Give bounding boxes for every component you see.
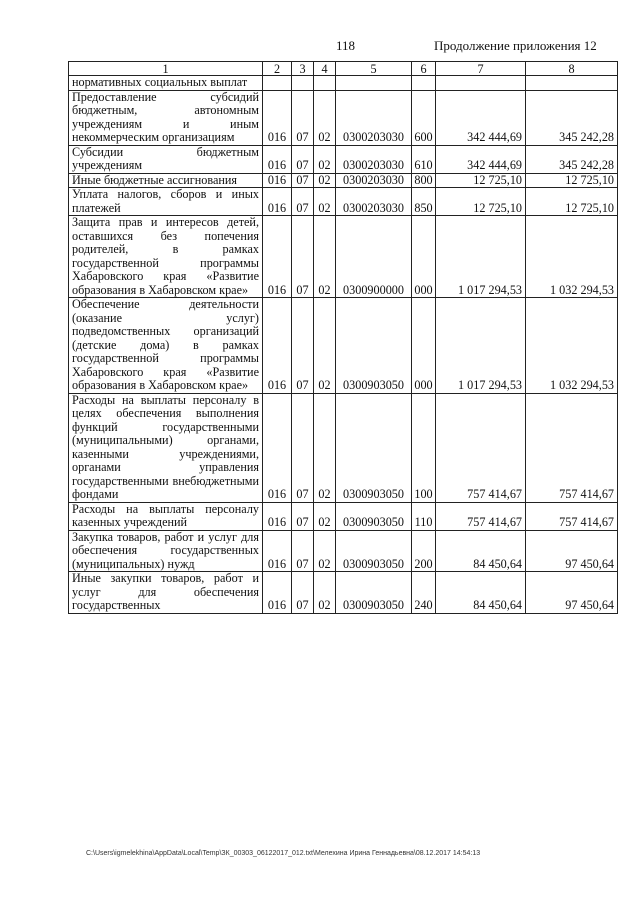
row-value-cell: 016 <box>263 90 292 145</box>
row-name-cell: нормативных социальных выплат <box>69 76 263 91</box>
table-row <box>69 216 618 298</box>
table-row <box>69 502 618 530</box>
column-header: 6 <box>412 62 436 76</box>
row-value-cell: 0300903050 <box>336 502 412 530</box>
row-value-cell: 342 444,69 <box>436 145 526 173</box>
column-number-row <box>69 62 618 76</box>
row-value-cell: 02 <box>314 90 336 145</box>
row-value-cell: 016 <box>263 145 292 173</box>
row-value-cell: 100 <box>412 393 436 502</box>
row-value-cell: 07 <box>292 530 314 572</box>
row-name-cell: Предоставление субсидий бюджетным, автономным учреждениям и иным некоммерческим организациям <box>69 90 263 145</box>
row-value-cell: 02 <box>314 530 336 572</box>
row-value-cell: 0300903050 <box>336 572 412 614</box>
row-value-cell: 757 414,67 <box>436 502 526 530</box>
row-value-cell: 000 <box>412 298 436 394</box>
row-value-cell <box>526 76 618 91</box>
row-value-cell: 07 <box>292 298 314 394</box>
row-value-cell: 1 017 294,53 <box>436 298 526 394</box>
row-value-cell <box>263 76 292 91</box>
appendix-continuation-label: Продолжение приложения 12 <box>434 38 597 53</box>
row-name-cell: Закупка товаров, работ и услуг для обеспечения государственных (муниципальных) нужд <box>69 530 263 572</box>
row-value-cell: 016 <box>263 173 292 188</box>
row-value-cell: 757 414,67 <box>436 393 526 502</box>
row-value-cell: 02 <box>314 145 336 173</box>
column-header: 5 <box>336 62 412 76</box>
page-number: 118 <box>336 38 356 53</box>
table-row <box>69 145 618 173</box>
table-row <box>69 298 618 394</box>
row-value-cell <box>314 76 336 91</box>
row-value-cell: 016 <box>263 393 292 502</box>
row-value-cell: 850 <box>412 188 436 216</box>
row-value-cell: 757 414,67 <box>526 502 618 530</box>
row-value-cell: 07 <box>292 173 314 188</box>
row-value-cell <box>412 76 436 91</box>
row-value-cell <box>292 76 314 91</box>
table-row <box>69 530 618 572</box>
row-value-cell: 0300903050 <box>336 298 412 394</box>
row-value-cell: 1 032 294,53 <box>526 216 618 298</box>
column-header: 8 <box>526 62 618 76</box>
row-name-cell: Защита прав и интересов детей, оставшихся без попечения родителей, в рамках государственной программы Хабаровского края «Развитие образования в Хабаровском крае» <box>69 216 263 298</box>
row-value-cell: 97 450,64 <box>526 572 618 614</box>
row-value-cell: 345 242,28 <box>526 90 618 145</box>
row-value-cell: 016 <box>263 188 292 216</box>
row-value-cell: 02 <box>314 298 336 394</box>
row-value-cell: 12 725,10 <box>436 188 526 216</box>
row-value-cell: 000 <box>412 216 436 298</box>
row-value-cell: 02 <box>314 188 336 216</box>
row-name-cell: Расходы на выплаты персоналу в целях обеспечения выполнения функций государственными (муниципальными) органами, казенными учреждениями, органами управления государственными внебюджетными фондами <box>69 393 263 502</box>
row-value-cell: 757 414,67 <box>526 393 618 502</box>
row-value-cell: 07 <box>292 393 314 502</box>
row-value-cell: 600 <box>412 90 436 145</box>
row-value-cell: 02 <box>314 572 336 614</box>
row-value-cell: 07 <box>292 572 314 614</box>
row-value-cell: 016 <box>263 502 292 530</box>
row-name-cell: Субсидии бюджетным учреждениям <box>69 145 263 173</box>
row-value-cell: 07 <box>292 145 314 173</box>
row-value-cell: 610 <box>412 145 436 173</box>
row-name-cell: Уплата налогов, сборов и иных платежей <box>69 188 263 216</box>
row-value-cell: 016 <box>263 298 292 394</box>
row-value-cell <box>436 76 526 91</box>
table-row <box>69 188 618 216</box>
column-header: 3 <box>292 62 314 76</box>
column-header: 1 <box>69 62 263 76</box>
row-value-cell: 0300203030 <box>336 173 412 188</box>
row-value-cell: 07 <box>292 188 314 216</box>
row-value-cell: 84 450,64 <box>436 530 526 572</box>
row-value-cell: 84 450,64 <box>436 572 526 614</box>
row-value-cell: 0300900000 <box>336 216 412 298</box>
row-value-cell: 97 450,64 <box>526 530 618 572</box>
row-value-cell: 07 <box>292 216 314 298</box>
column-header: 4 <box>314 62 336 76</box>
row-value-cell: 345 242,28 <box>526 145 618 173</box>
row-name-cell: Иные закупки товаров, работ и услуг для обеспечения государственных <box>69 572 263 614</box>
row-value-cell: 02 <box>314 393 336 502</box>
budget-table <box>68 61 618 614</box>
row-value-cell: 1 017 294,53 <box>436 216 526 298</box>
row-value-cell: 02 <box>314 502 336 530</box>
row-value-cell: 07 <box>292 90 314 145</box>
row-value-cell: 0300203030 <box>336 188 412 216</box>
row-value-cell: 800 <box>412 173 436 188</box>
row-value-cell: 016 <box>263 530 292 572</box>
row-name-cell: Иные бюджетные ассигнования <box>69 173 263 188</box>
row-value-cell: 342 444,69 <box>436 90 526 145</box>
row-value-cell: 0300903050 <box>336 530 412 572</box>
row-value-cell: 016 <box>263 216 292 298</box>
row-value-cell: 016 <box>263 572 292 614</box>
column-header: 7 <box>436 62 526 76</box>
table-row <box>69 173 618 188</box>
column-header: 2 <box>263 62 292 76</box>
row-value-cell: 200 <box>412 530 436 572</box>
row-value-cell: 110 <box>412 502 436 530</box>
file-path-footer: C:\Users\igmelekhina\AppData\Local\Temp\ЗК_00303_06122017_012.txt\Мелехина Ирина Геннадьевна\08.12.2017 14:54:13 <box>86 850 481 857</box>
row-value-cell <box>336 76 412 91</box>
table-row <box>69 393 618 502</box>
row-value-cell: 12 725,10 <box>526 188 618 216</box>
row-value-cell: 02 <box>314 173 336 188</box>
row-name-cell: Расходы на выплаты персоналу казенных учреждений <box>69 502 263 530</box>
row-value-cell: 1 032 294,53 <box>526 298 618 394</box>
table-row <box>69 90 618 145</box>
row-value-cell: 12 725,10 <box>436 173 526 188</box>
row-value-cell: 07 <box>292 502 314 530</box>
table-row <box>69 572 618 614</box>
row-name-cell: Обеспечение деятельности (оказание услуг) подведомственных организаций (детские дома) в рамках государственной программы Хабаровского края «Развитие образования в Хабаровском крае» <box>69 298 263 394</box>
row-value-cell: 0300203030 <box>336 145 412 173</box>
row-value-cell: 02 <box>314 216 336 298</box>
table-row <box>69 76 618 91</box>
row-value-cell: 0300203030 <box>336 90 412 145</box>
row-value-cell: 12 725,10 <box>526 173 618 188</box>
row-value-cell: 240 <box>412 572 436 614</box>
row-value-cell: 0300903050 <box>336 393 412 502</box>
